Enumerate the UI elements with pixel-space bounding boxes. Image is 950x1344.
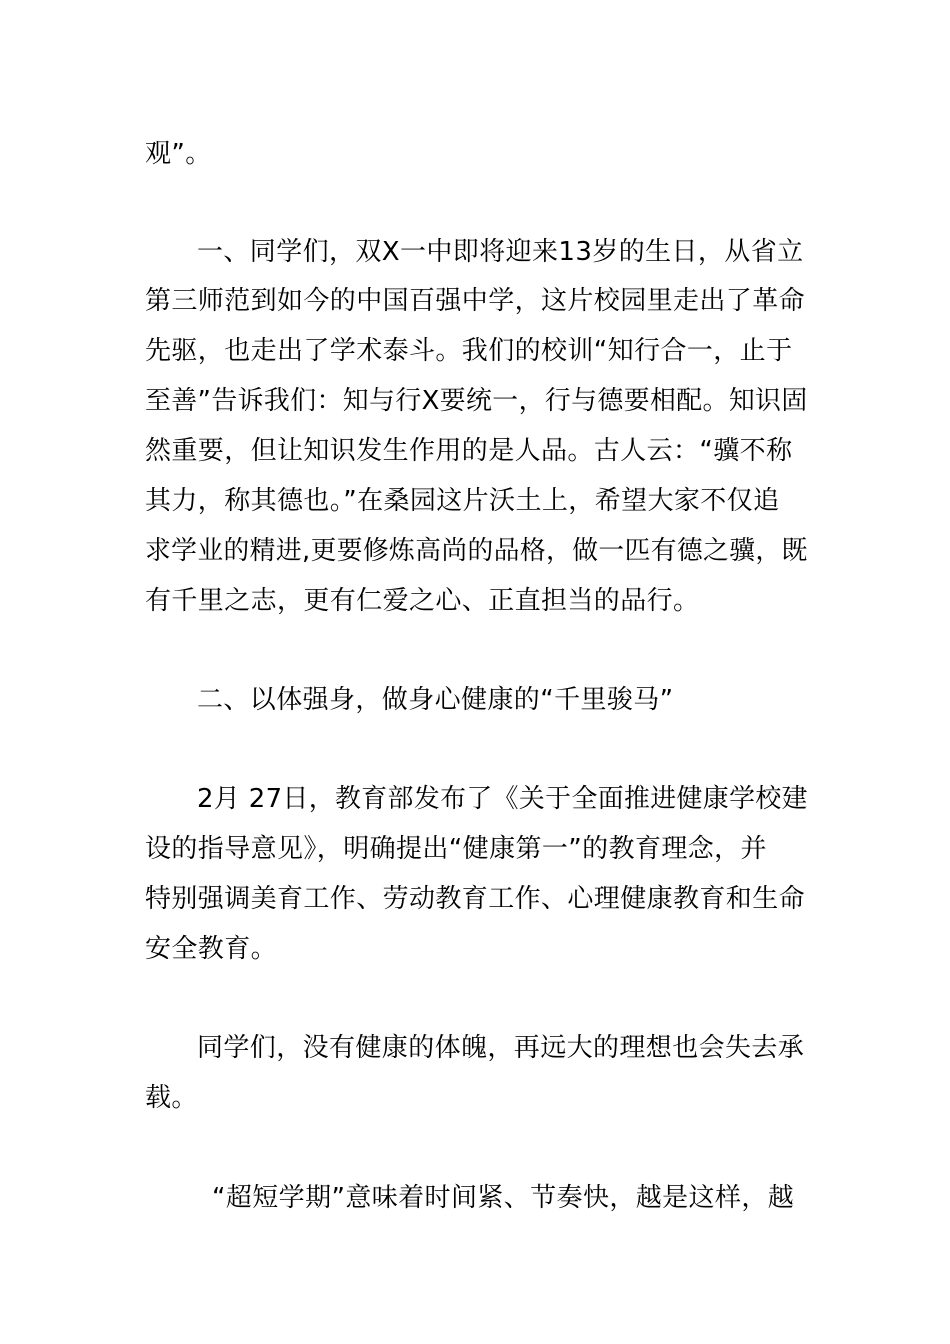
- text-line: 安全教育。: [145, 934, 278, 964]
- text-line: 第三师范到如今的中国百强中学，这片校园里走出了革命: [145, 286, 806, 316]
- text-line: 一、同学们，双X一中即将迎来13岁的生日，从省立: [197, 237, 804, 267]
- text-line: 求学业的精进,更要修炼高尚的品格，做一匹有德之骥，既: [145, 536, 808, 566]
- text-line: 2月 27日，教育部发布了《关于全面推进健康学校建: [197, 784, 808, 814]
- section-heading: 二、以体强身，做身心健康的“千里骏马”: [197, 685, 674, 715]
- text-line: 特别强调美育工作、劳动教育工作、心理健康教育和生命: [145, 884, 806, 914]
- text-line: 至善”告诉我们：知与行X要统一，行与德要相配。知识固: [145, 386, 808, 416]
- text-line: 先驱，也走出了学术泰斗。我们的校训“知行合一，止于: [145, 336, 793, 366]
- text-line: 设的指导意见》，明确提出“健康第一”的教育理念，并: [145, 834, 767, 864]
- text-line: 有千里之志，更有仁爱之心、正直担当的品行。: [145, 586, 700, 616]
- text-line: 载。: [145, 1083, 198, 1113]
- text-line: 其力，称其德也。”在桑园这片沃土上，希望大家不仅追: [145, 486, 780, 516]
- text-line: 观”。: [145, 139, 212, 169]
- text-line: 同学们，没有健康的体魄，再远大的理想也会失去承: [197, 1033, 805, 1063]
- text-line: 然重要，但让知识发生作用的是人品。古人云：“骥不称: [145, 436, 793, 466]
- text-line: “超短学期”意味着时间紧、节奏快，越是这样，越: [212, 1183, 795, 1213]
